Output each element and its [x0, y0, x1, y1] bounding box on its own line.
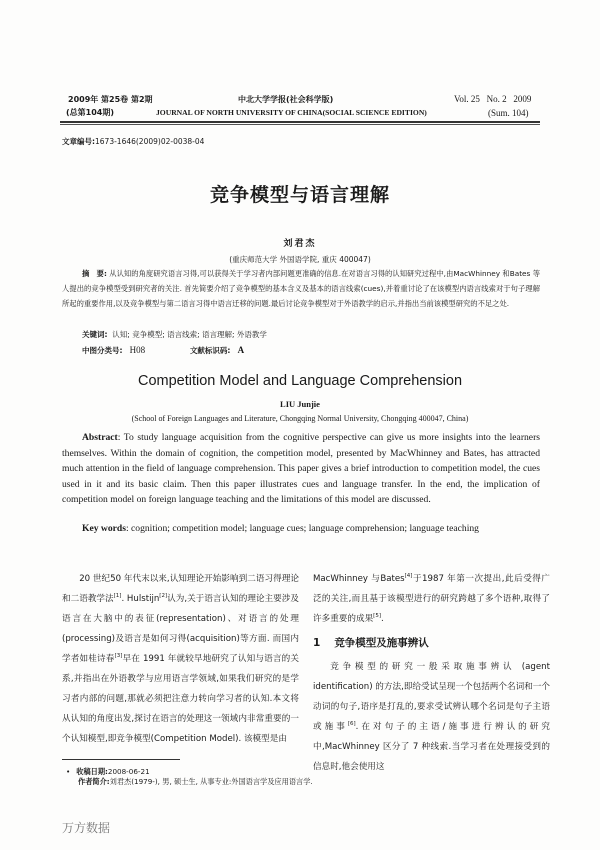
clc-value: H08 [129, 345, 146, 355]
header-volume: Vol. 25 No. 2 2009 [454, 94, 532, 104]
watermark: 万方数据 [62, 821, 111, 835]
affiliation-en: (School of Foreign Languages and Literature, Chongqing Normal University, Chongqing 400047, China) [131, 414, 469, 423]
citation: [6] [347, 721, 356, 727]
affiliation-cn: (重庆师范大学 外国语学院, 重庆 400047) [229, 255, 371, 264]
citation: [3] [114, 653, 123, 659]
author-en: LIU Junjie [280, 399, 320, 409]
body-left-column [62, 569, 299, 749]
received-value: 2008-06-21 [107, 767, 150, 776]
bio-label: 作者简介: [78, 777, 110, 786]
body-paragraph: 20 世纪50 年代末以来,认知理论开始影响到二语习得理论和二语教学法[1]. Hulstijn[2]认为,关于语言认知的理论主要涉及语言在大脑中的表征(representation)、对语言的处理(processing)及语言是如何习得(acquisition)等方面. 而国内学者如桂诗春[3]早在 1991 年就较早地研究了认知与语言的关系,并指出在外语教学与应用语言学领域,如果我们研究的是学习者内部的问题,那就必须把注意力转向学习者的认知.本文将从认知的角度出发,探讨在语言的处理这一领域内非常重要的一个认知模型,即竞争模型(Competition Model). 该模型是由 [62, 574, 299, 744]
abstract-cn-label: 摘 要: [82, 269, 107, 278]
clc-label: 中图分类号: [82, 346, 123, 355]
body-paragraph: 竞争模型的研究一般采取施事辨认 (agent identification) 的方法,即给受试呈现一个包括两个名词和一个动词的句子,语序是打乱的,要求受试辨认哪个名词是句子主语或施事[6].在对句子的主语/施事进行辨认的研究中,MacWhinney 区分了 7 种线索.当学习者在处理接受到的信息时,他会使用这 [313, 662, 550, 772]
header-issue-cn: 2009年 第25卷 第2期 [68, 95, 153, 104]
body-paragraph: MacWhinney 与Bates[4]于1987 年第一次提出,此后受得广泛的关注,而且基于该模型进行的研究跨越了多个语种,取得了许多重要的成果[5]. [313, 573, 550, 624]
article-number [62, 136, 204, 147]
header-sum: (Sum. 104) [488, 108, 529, 118]
footnote-bullet: • [66, 767, 71, 776]
article-number-label: 文章编号: [62, 137, 95, 146]
doc-code-label: 文献标识码: [189, 346, 231, 355]
article-number-value: 1673-1646(2009)02-0038-04 [95, 137, 205, 146]
citation: [2] [159, 593, 168, 599]
doc-code-value: A [237, 345, 245, 355]
header-total-issue-cn: (总第104期) [66, 108, 115, 117]
keywords-cn [82, 329, 267, 340]
section-number: 1 [313, 637, 321, 649]
citation: [5] [373, 613, 381, 619]
header-rule-thin [60, 124, 540, 125]
abstract-en-label: Abstract [82, 432, 118, 443]
abstract-en-text: : To study language acquisition from the cognitive perspective can give us more insights into the learners themselves. Within the domain of cognition, the competition model, presented by MacWhinney and Bates, has attracted much attention in the field of language comprehension. This paper gives a brief introduction to competition model, the cues used in it and its basic claim. Then this paper illustrates cues and language transfer. In the end, the implication of competition model on foreign language teaching and the limitations of this model are discussed. [62, 432, 540, 505]
abstract-cn-text: 从认知的角度研究语言习得,可以获得关于学习者内部问题更准确的信息.在对语言习得的认知研究过程中,由MacWhinney 和Bates 等人提出的竞争模型受到研究者的关注. 首先简要介绍了竞争模型的基本含义及基本的语言线索(cues),并着重讨论了在该模型内语言线索对于句子理解所起的重要作用,以及竞争模型与第二语言习得中语言迁移的问题.最后讨论竞争模型对于外语教学的启示,并指出当前该模型研究的不足之处. [62, 269, 540, 308]
title-cn: 竞争模型与语言理解 [209, 184, 390, 206]
header-journal-cn: 中北大学学报(社会科学版) [238, 95, 334, 104]
citation: [1] [113, 593, 122, 599]
author-cn: 刘君杰 [283, 239, 317, 249]
footnote-bio [78, 777, 313, 787]
abstract-en [62, 430, 540, 508]
bio-value: 刘君杰(1979-), 男, 硕士生, 从事专业:外国语言学及应用语言学. [109, 777, 313, 786]
keywords-en-text: : cognition; competition model; language cues; language comprehension; language teaching [125, 523, 479, 534]
title-en: Competition Model and Language Comprehension [137, 373, 463, 389]
footnote [66, 767, 313, 787]
section-title: 竞争模型及施事辨认 [334, 637, 429, 649]
abstract-cn [62, 266, 540, 311]
footnote-received [66, 767, 313, 777]
header-journal-en: JOURNAL OF NORTH UNIVERSITY OF CHINA(SOCIAL SCIENCE EDITION) [156, 108, 427, 117]
body-right-column [313, 569, 550, 777]
section-heading [313, 633, 550, 653]
footnote-rule [62, 759, 180, 760]
header-rule [60, 121, 540, 123]
keywords-cn-label: 关键词: [82, 330, 108, 339]
classification-cn [82, 345, 244, 356]
received-label: 收稿日期: [76, 767, 108, 776]
keywords-en [62, 521, 540, 537]
citation: [4] [404, 573, 413, 579]
keywords-en-label: Key words [82, 523, 126, 534]
keywords-cn-text: 认知; 竞争模型; 语言线索; 语言理解; 外语教学 [112, 330, 267, 339]
